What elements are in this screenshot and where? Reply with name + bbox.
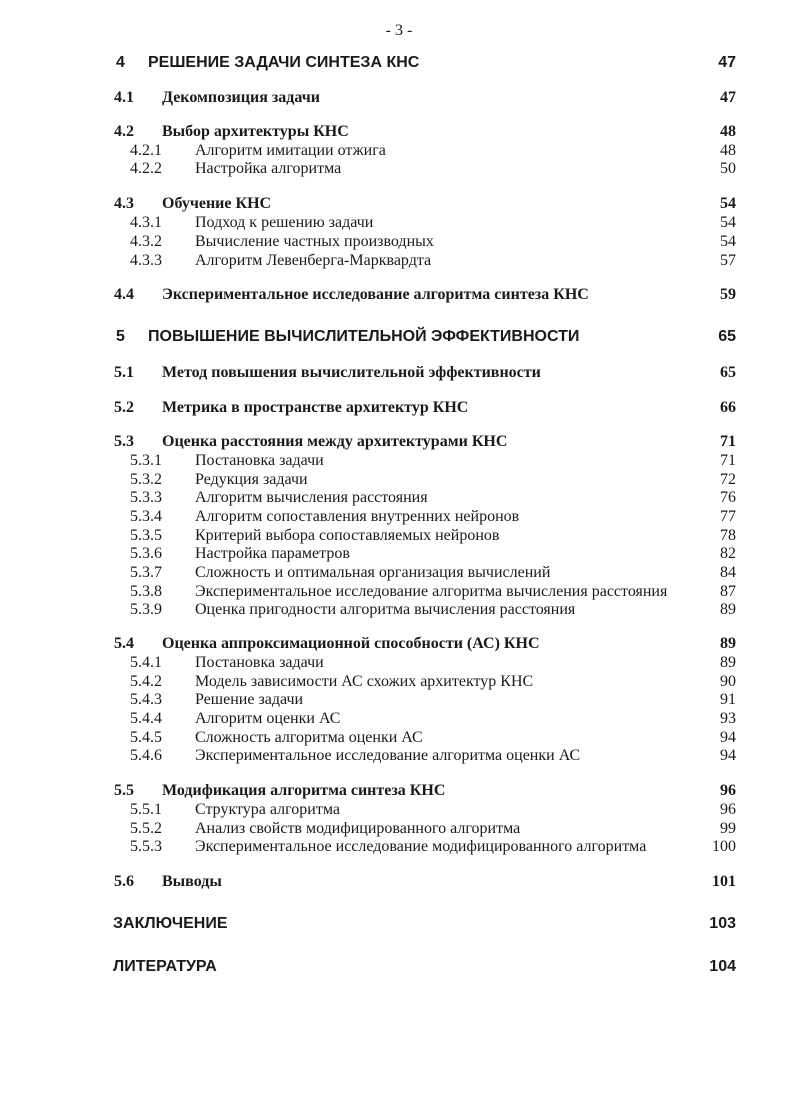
- toc-entry-number: 5.3: [114, 433, 134, 450]
- toc-entry-section: [0, 634, 798, 654]
- toc-entry-title: Оценка пригодности алгоритма вычисления расстояния: [195, 601, 576, 618]
- toc-entry-title: Алгоритм оценки АС: [195, 710, 341, 727]
- toc-entry-page: 57: [720, 252, 736, 269]
- toc-entry-number: 4.2.1: [130, 142, 162, 159]
- toc-entry-number: 5.6: [114, 873, 134, 890]
- toc-entry-number: 4.2.2: [130, 160, 162, 177]
- toc-entry-number: 5.4.5: [130, 729, 162, 746]
- toc-entry-title: ЗАКЛЮЧЕНИЕ: [113, 915, 228, 932]
- toc-entry-page: 65: [718, 328, 736, 345]
- toc-entry-sub: [0, 470, 798, 490]
- toc-entry-page: 71: [720, 452, 736, 469]
- toc-entry-page: 96: [720, 782, 736, 799]
- toc-entry-title: Структура алгоритма: [195, 801, 340, 818]
- toc-entry-number: 5.5.1: [130, 801, 162, 818]
- toc-entry-number: 5.4.1: [130, 654, 162, 671]
- toc-entry-section: [0, 363, 798, 383]
- toc-entry-title: Модификация алгоритма синтеза КНС: [162, 782, 446, 799]
- toc-entry-title: Настройка алгоритма: [195, 160, 342, 177]
- toc-entry-page: 94: [720, 747, 736, 764]
- toc-entry-number: 5.3.7: [130, 564, 162, 581]
- toc-entry-title: Экспериментальное исследование модифицированного алгоритма: [195, 838, 647, 855]
- toc-entry-title: Подход к решению задачи: [195, 214, 374, 231]
- toc-entry-title: Постановка задачи: [195, 654, 324, 671]
- toc-entry-title: ЛИТЕРАТУРА: [113, 958, 217, 975]
- toc-entry-title: ПОВЫШЕНИЕ ВЫЧИСЛИТЕЛЬНОЙ ЭФФЕКТИВНОСТИ: [148, 328, 580, 345]
- toc-entry-title: Выводы: [162, 873, 222, 890]
- toc-entry-page: 77: [720, 508, 736, 525]
- toc-entry-page: 71: [720, 433, 736, 450]
- toc-entry-page: 99: [720, 820, 736, 837]
- toc-entry-sub: [0, 653, 798, 673]
- toc-entry-number: 4.4: [114, 286, 134, 303]
- toc-entry-page: 54: [720, 233, 736, 250]
- toc-entry-final: [0, 957, 798, 977]
- toc-entry-title: Критерий выбора сопоставляемых нейронов: [195, 527, 500, 544]
- toc-entry-title: РЕШЕНИЕ ЗАДАЧИ СИНТЕЗА КНС: [148, 54, 420, 71]
- toc-entry-section: [0, 432, 798, 452]
- toc-entry-title: Решение задачи: [195, 691, 304, 708]
- toc-entry-page: 104: [709, 958, 736, 975]
- toc-entry-number: 4: [116, 54, 125, 71]
- toc-entry-title: Анализ свойств модифицированного алгоритма: [195, 820, 521, 837]
- toc-entry-number: 5.1: [114, 364, 134, 381]
- toc-entry-title: Модель зависимости АС схожих архитектур КНС: [195, 673, 534, 690]
- toc-entry-sub: [0, 544, 798, 564]
- toc-entry-page: 76: [720, 489, 736, 506]
- toc-entry-number: 5: [116, 328, 125, 345]
- toc-entry-page: 89: [720, 601, 736, 618]
- toc-entry-number: 4.3: [114, 195, 134, 212]
- toc-entry-sub: [0, 728, 798, 748]
- toc-entry-title: Алгоритм имитации отжига: [195, 142, 386, 159]
- toc-entry-sub: [0, 563, 798, 583]
- page-number: - 3 -: [385, 22, 413, 39]
- toc-entry-page: 54: [720, 195, 736, 212]
- toc-entry-section: [0, 285, 798, 305]
- toc-entry-page: 72: [720, 471, 736, 488]
- toc-entry-sub: [0, 232, 798, 252]
- toc-entry-page: 78: [720, 527, 736, 544]
- toc-entry-title: Декомпозиция задачи: [162, 89, 320, 106]
- toc-entry-number: 5.4.3: [130, 691, 162, 708]
- toc-entry-page: 91: [720, 691, 736, 708]
- toc-entry-page: 65: [720, 364, 736, 381]
- toc-entry-sub: [0, 819, 798, 839]
- toc-entry-number: 5.4.2: [130, 673, 162, 690]
- toc-entry-number: 4.3.3: [130, 252, 162, 269]
- toc-entry-sub: [0, 213, 798, 233]
- toc-entry-section: [0, 122, 798, 142]
- toc-entry-number: 5.5.2: [130, 820, 162, 837]
- toc-entry-page: 48: [720, 142, 736, 159]
- toc-entry-number: 5.3.3: [130, 489, 162, 506]
- toc-entry-title: Метод повышения вычислительной эффективности: [162, 364, 541, 381]
- toc-entry-number: 4.1: [114, 89, 134, 106]
- toc-entry-number: 5.5: [114, 782, 134, 799]
- toc-entry-section: [0, 194, 798, 214]
- toc-entry-page: 94: [720, 729, 736, 746]
- toc-entry-page: 89: [720, 635, 736, 652]
- toc-entry-number: 5.3.5: [130, 527, 162, 544]
- toc-entry-page: 103: [709, 915, 736, 932]
- toc-entry-number: 5.3.2: [130, 471, 162, 488]
- toc-entry-chapter: [0, 327, 798, 347]
- toc-entry-number: 5.3.8: [130, 583, 162, 600]
- toc-entry-number: 4.3.1: [130, 214, 162, 231]
- toc-entry-page: 100: [712, 838, 736, 855]
- toc-entry-title: Метрика в пространстве архитектур КНС: [162, 399, 469, 416]
- toc-entry-page: 87: [720, 583, 736, 600]
- toc-entry-number: 5.4.4: [130, 710, 162, 727]
- toc-entry-sub: [0, 800, 798, 820]
- toc-entry-page: 50: [720, 160, 736, 177]
- toc-entry-chapter: [0, 53, 798, 73]
- toc-entry-number: 4.3.2: [130, 233, 162, 250]
- toc-entry-page: 66: [720, 399, 736, 416]
- toc-entry-page: 48: [720, 123, 736, 140]
- toc-entry-title: Алгоритм Левенберга-Марквардта: [195, 252, 432, 269]
- toc-entry-page: 84: [720, 564, 736, 581]
- toc-entry-sub: [0, 600, 798, 620]
- toc-entry-title: Редукция задачи: [195, 471, 308, 488]
- toc-entry-section: [0, 872, 798, 892]
- toc-entry-title: Алгоритм сопоставления внутренних нейронов: [195, 508, 520, 525]
- toc-entry-page: 54: [720, 214, 736, 231]
- toc-entry-sub: [0, 251, 798, 271]
- toc-entry-section: [0, 781, 798, 801]
- toc-entry-page: 93: [720, 710, 736, 727]
- toc-entry-sub: [0, 141, 798, 161]
- toc-entry-sub: [0, 582, 798, 602]
- toc-entry-number: 5.2: [114, 399, 134, 416]
- toc-entry-title: Сложность и оптимальная организация вычислений: [195, 564, 551, 581]
- toc-entry-sub: [0, 746, 798, 766]
- toc-entry-section: [0, 398, 798, 418]
- toc-entry-title: Экспериментальное исследование алгоритма синтеза КНС: [162, 286, 589, 303]
- toc-entry-page: 96: [720, 801, 736, 818]
- toc-entry-number: 5.3.4: [130, 508, 162, 525]
- toc-entry-sub: [0, 488, 798, 508]
- toc-entry-title: Экспериментальное исследование алгоритма вычисления расстояния: [195, 583, 668, 600]
- toc-entry-number: 5.3.1: [130, 452, 162, 469]
- toc-entry-sub: [0, 690, 798, 710]
- toc-entry-page: 47: [720, 89, 736, 106]
- toc-entry-number: 5.3.9: [130, 601, 162, 618]
- toc-entry-title: Постановка задачи: [195, 452, 324, 469]
- toc-entry-number: 5.5.3: [130, 838, 162, 855]
- toc-entry-number: 5.3.6: [130, 545, 162, 562]
- toc-entry-sub: [0, 672, 798, 692]
- toc-entry-title: Сложность алгоритма оценки АС: [195, 729, 423, 746]
- toc-entry-sub: [0, 451, 798, 471]
- toc-entry-page: 47: [718, 54, 736, 71]
- toc-entry-sub: [0, 526, 798, 546]
- toc-entry-page: 101: [712, 873, 736, 890]
- toc-entry-title: Оценка расстояния между архитектурами КНС: [162, 433, 508, 450]
- toc-entry-title: Экспериментальное исследование алгоритма оценки АС: [195, 747, 581, 764]
- toc-entry-title: Алгоритм вычисления расстояния: [195, 489, 428, 506]
- toc-entry-title: Настройка параметров: [195, 545, 350, 562]
- toc-entry-sub: [0, 709, 798, 729]
- toc-entry-title: Оценка аппроксимационной способности (АС) КНС: [162, 635, 540, 652]
- toc-entry-final: [0, 914, 798, 934]
- toc-entry-number: 5.4: [114, 635, 134, 652]
- toc-entry-sub: [0, 837, 798, 857]
- toc-entry-page: 82: [720, 545, 736, 562]
- toc-entry-title: Вычисление частных производных: [195, 233, 434, 250]
- toc-entry-page: 89: [720, 654, 736, 671]
- toc-entry-number: 5.4.6: [130, 747, 162, 764]
- toc-entry-page: 59: [720, 286, 736, 303]
- toc-entry-title: Обучение КНС: [162, 195, 272, 212]
- toc-entry-sub: [0, 507, 798, 527]
- toc-entry-section: [0, 88, 798, 108]
- toc-entry-title: Выбор архитектуры КНС: [162, 123, 349, 140]
- toc-entry-sub: [0, 159, 798, 179]
- toc-entry-number: 4.2: [114, 123, 134, 140]
- toc-entry-page: 90: [720, 673, 736, 690]
